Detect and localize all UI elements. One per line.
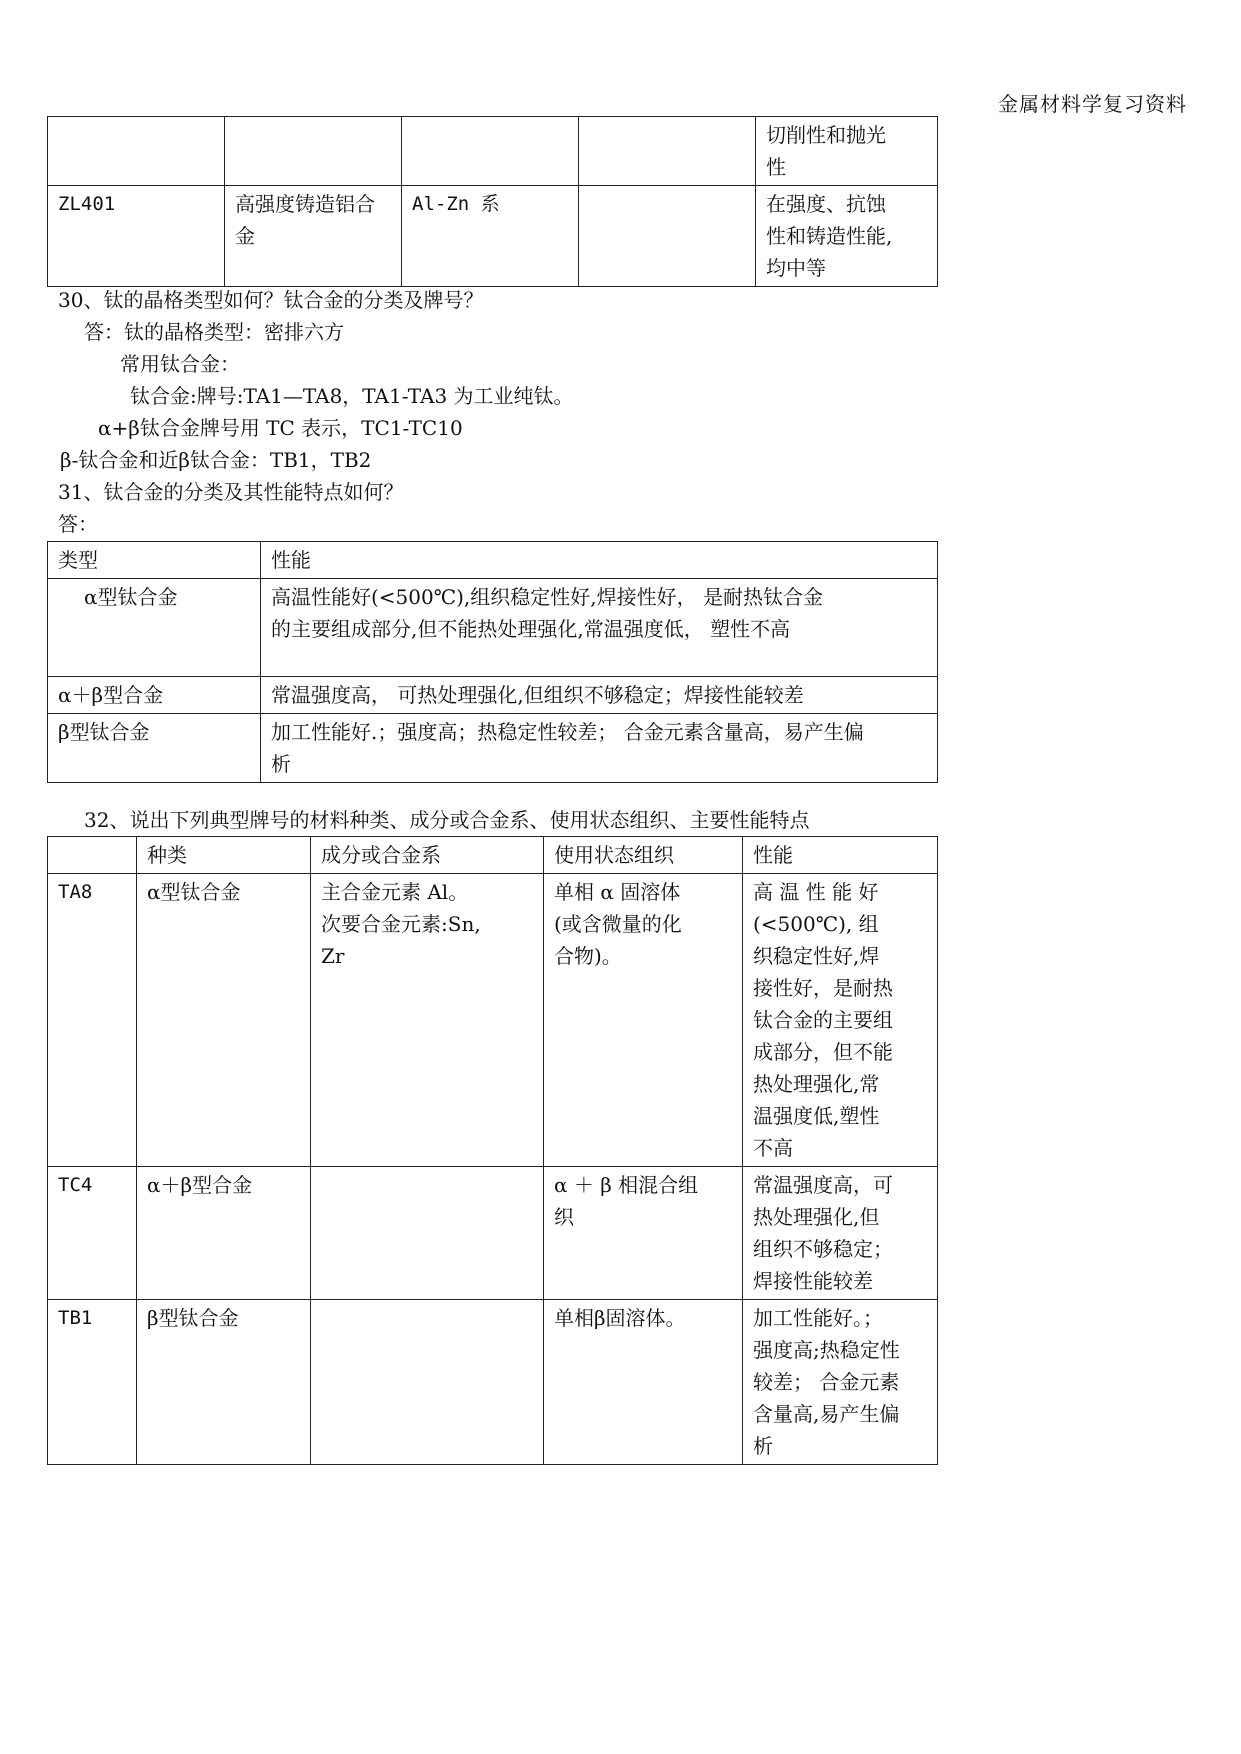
cell-line: 热处理强化,常 — [753, 1072, 880, 1096]
cell-line: 单相 α 固溶体 — [554, 880, 681, 904]
grade-cell: TA8 — [48, 874, 137, 1167]
cell-line: 组织不够稳定； — [753, 1237, 893, 1261]
cell-line: 高强度铸造铝合 — [235, 192, 375, 216]
cell-line: 析 — [271, 752, 291, 776]
aluminium-alloy-table — [47, 116, 938, 287]
cell-line: 温强度低,塑性 — [753, 1104, 880, 1128]
cell-line: 次要合金元素:Sn, — [321, 912, 481, 936]
column-header — [48, 837, 137, 874]
answer-30-line-5: β-钛合金和近β钛合金：TB1，TB2 — [60, 448, 372, 472]
cell-line: 成部分，但不能 — [753, 1040, 893, 1064]
titanium-types-table — [47, 541, 938, 783]
cell-line: 不高 — [753, 1136, 793, 1160]
type-cell: α型钛合金 — [48, 579, 261, 677]
cell-line: Zr — [321, 944, 345, 968]
table-row — [48, 874, 938, 1167]
question-31: 31、钛合金的分类及其性能特点如何？ — [58, 480, 404, 504]
cell-line: 常温强度高，可 — [753, 1173, 893, 1197]
type-cell: β型钛合金 — [48, 714, 261, 783]
cell-line: 单相β固溶体。 — [554, 1306, 686, 1330]
question-30: 30、钛的晶格类型如何？钛合金的分类及牌号？ — [58, 288, 484, 312]
cell-line: 的主要组成部分,但不能热处理强化,常温强度低， 塑性不高 — [271, 617, 791, 641]
grade-cell: TB1 — [48, 1300, 137, 1465]
column-header: 性能 — [261, 542, 938, 579]
performance-cell — [261, 579, 938, 677]
cell-line: 含量高,易产生偏 — [753, 1402, 900, 1426]
composition-cell — [311, 874, 544, 1167]
cell-line: 织稳定性好,焊 — [753, 944, 880, 968]
cell-line: 均中等 — [766, 256, 826, 280]
cell-line: (或含微量的化 — [554, 912, 682, 936]
cell-line: 在强度、抗蚀 — [766, 192, 886, 216]
column-header: 性能 — [743, 837, 938, 874]
table-cell — [225, 117, 402, 186]
cell-line: 钛合金的主要组 — [753, 1008, 893, 1032]
state-cell — [544, 874, 743, 1167]
type-cell: α＋β型合金 — [48, 677, 261, 714]
table-row — [48, 1167, 938, 1300]
cell-line: 性和铸造性能, — [766, 224, 893, 248]
table-row — [48, 117, 938, 186]
answer-31-label: 答： — [58, 512, 98, 536]
cell-line: 接性好，是耐热 — [753, 976, 893, 1000]
kind-cell: α型钛合金 — [137, 874, 311, 1167]
cell-line: 主合金元素 Al。 — [321, 880, 469, 904]
question-32: 32、说出下列典型牌号的材料种类、成分或合金系、使用状态组织、主要性能特点 — [84, 808, 810, 832]
kind-cell: β型钛合金 — [137, 1300, 311, 1465]
answer-30-line-4: α+β钛合金牌号用 TC 表示，TC1-TC10 — [98, 416, 463, 440]
column-header: 成分或合金系 — [311, 837, 544, 874]
table-cell — [756, 117, 938, 186]
table-cell: Al-Zn 系 — [402, 186, 579, 287]
table-cell — [225, 186, 402, 287]
cell-line: 较差； 合金元素 — [753, 1370, 900, 1394]
cell-line: (<500℃), 组 — [753, 912, 879, 936]
cell-line: 高温性能好(<500℃),组织稳定性好,焊接性好， 是耐热钛合金 — [271, 585, 823, 609]
titanium-grades-table — [47, 836, 938, 1465]
cell-line: 加工性能好。； — [753, 1306, 883, 1330]
grade-cell: ZL401 — [48, 186, 225, 287]
state-cell — [544, 1167, 743, 1300]
table-cell — [579, 117, 756, 186]
cell-line: 加工性能好.；强度高；热稳定性较差； 合金元素含量高，易产生偏 — [271, 720, 864, 744]
cell-line: 焊接性能较差 — [753, 1269, 873, 1293]
performance-cell — [261, 714, 938, 783]
kind-cell: α＋β型合金 — [137, 1167, 311, 1300]
cell-line: 高 温 性 能 好 — [753, 880, 879, 904]
table-row — [48, 579, 938, 677]
table-cell — [402, 117, 579, 186]
table-row — [48, 677, 938, 714]
page-header: 金属材料学复习资料 — [998, 92, 1187, 116]
cell-line: 合物)。 — [554, 944, 622, 968]
table-cell — [756, 186, 938, 287]
performance-cell — [743, 874, 938, 1167]
table-row — [48, 1300, 938, 1465]
column-header: 类型 — [48, 542, 261, 579]
column-header: 使用状态组织 — [544, 837, 743, 874]
answer-30-line-2: 常用钛合金： — [120, 352, 240, 376]
cell-line: 切削性和抛光 — [766, 123, 886, 147]
cell-line: 金 — [235, 224, 255, 248]
table-row — [48, 186, 938, 287]
table-header-row — [48, 837, 938, 874]
answer-30-line-1: 答：钛的晶格类型：密排六方 — [84, 320, 344, 344]
performance-cell — [261, 677, 938, 714]
cell-line: 常温强度高， 可热处理强化,但组织不够稳定；焊接性能较差 — [271, 683, 804, 707]
cell-line: α ＋ β 相混合组 — [554, 1173, 699, 1197]
grade-cell: TC4 — [48, 1167, 137, 1300]
column-header: 种类 — [137, 837, 311, 874]
performance-cell — [743, 1300, 938, 1465]
performance-cell — [743, 1167, 938, 1300]
cell-line: 强度高;热稳定性 — [753, 1338, 900, 1362]
answer-30-line-3: 钛合金:牌号:TA1—TA8，TA1-TA3 为工业纯钛。 — [130, 384, 574, 408]
table-row — [48, 714, 938, 783]
cell-line: 析 — [753, 1434, 773, 1458]
table-cell — [48, 117, 225, 186]
cell-line: 织 — [554, 1205, 574, 1229]
cell-line: 性 — [766, 155, 786, 179]
table-header-row — [48, 542, 938, 579]
table-cell — [579, 186, 756, 287]
composition-cell — [311, 1300, 544, 1465]
state-cell — [544, 1300, 743, 1465]
composition-cell — [311, 1167, 544, 1300]
cell-line: 热处理强化,但 — [753, 1205, 880, 1229]
